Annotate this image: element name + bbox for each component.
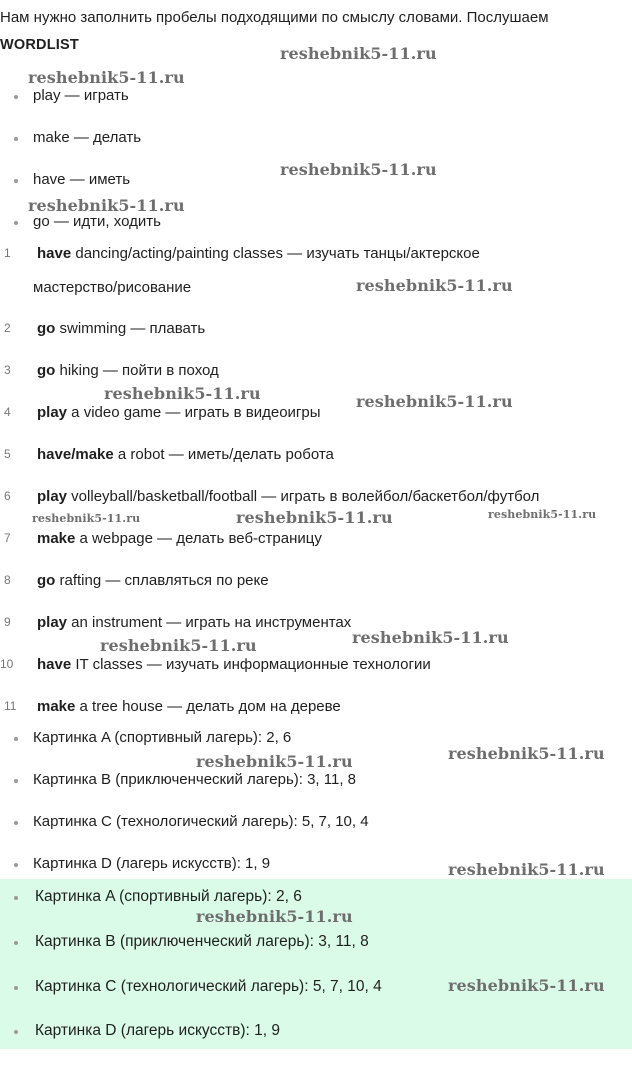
watermark: reshebnik5-11.ru bbox=[236, 508, 393, 527]
watermark: reshebnik5-11.ru bbox=[196, 752, 353, 771]
watermark: reshebnik5-11.ru bbox=[356, 392, 513, 411]
watermark: reshebnik5-11.ru bbox=[28, 196, 185, 215]
watermark: reshebnik5-11.ru bbox=[356, 276, 513, 295]
watermark: reshebnik5-11.ru bbox=[448, 976, 605, 995]
watermark: reshebnik5-11.ru bbox=[280, 160, 437, 179]
highlighted-answers-box: Картинка A (спортивный лагерь): 2, 6 Картинка B (приключенческий лагерь): 3, 11, 8 Картинка C (технологический лагерь): 5, 7, 10, 4 Картинка D (лагерь искусств): 1, 9 bbox=[0, 879, 632, 1049]
watermark: reshebnik5-11.ru bbox=[280, 44, 437, 63]
watermark: reshebnik5-11.ru bbox=[32, 512, 141, 525]
watermark: reshebnik5-11.ru bbox=[196, 907, 353, 926]
watermark: reshebnik5-11.ru bbox=[104, 384, 261, 403]
watermark: reshebnik5-11.ru bbox=[448, 860, 605, 879]
watermark: reshebnik5-11.ru bbox=[448, 744, 605, 763]
phrase-continuation: мастерство/рисование bbox=[33, 279, 192, 296]
watermark: reshebnik5-11.ru bbox=[28, 68, 185, 87]
watermark: reshebnik5-11.ru bbox=[100, 636, 257, 655]
watermark: reshebnik5-11.ru bbox=[488, 508, 597, 521]
wordlist-heading: WORDLIST bbox=[0, 37, 79, 53]
intro-text: Нам нужно заполнить пробелы подходящими по смыслу словами. Послушаем bbox=[0, 9, 549, 26]
watermark: reshebnik5-11.ru bbox=[352, 628, 509, 647]
